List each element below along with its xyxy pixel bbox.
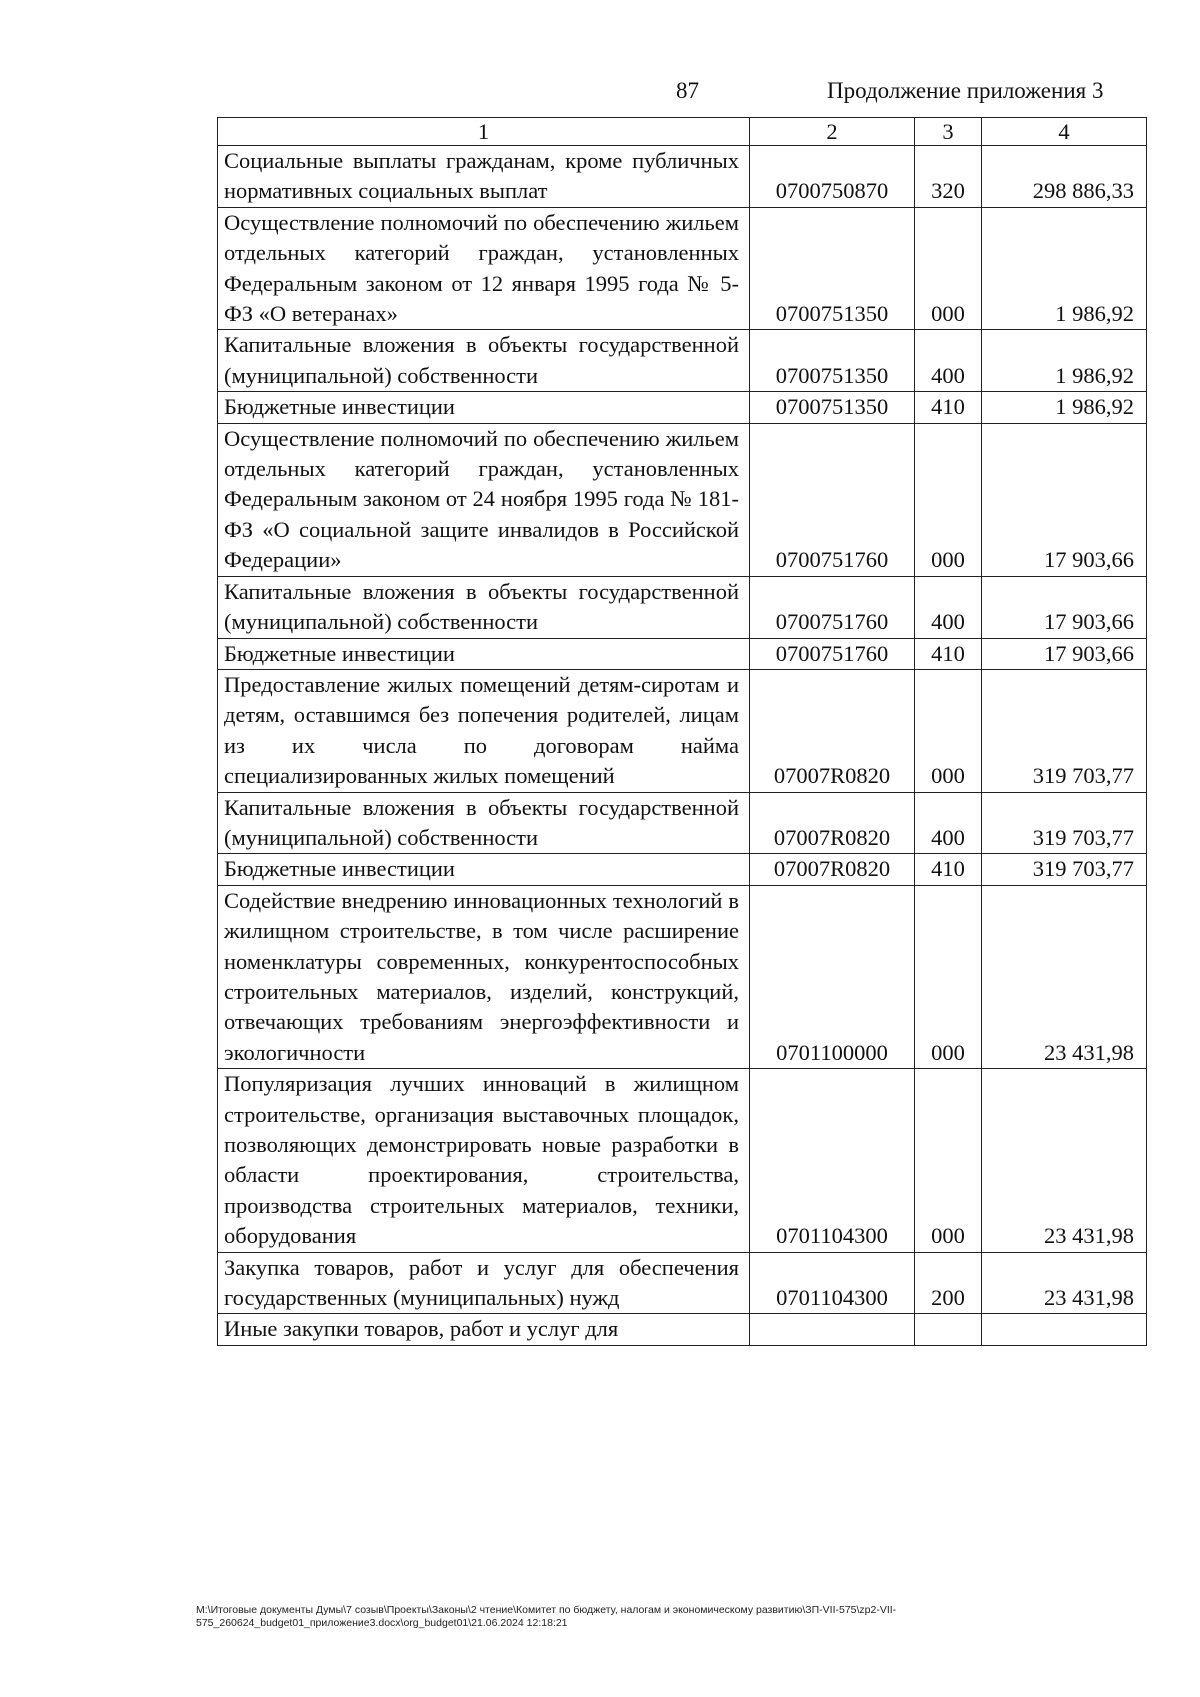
row-vr-cell: 000	[915, 669, 982, 792]
row-code-cell: 0700751350	[750, 392, 915, 423]
row-sum-cell: 1 986,92	[982, 392, 1147, 423]
row-code-cell: 0701104300	[750, 1252, 915, 1314]
row-name-cell: Осуществление полномочий по обеспечению жильем отдельных категорий граждан, установленных Федеральным законом от 24 ноября 1995 года № 181-ФЗ «О социальной защите инвалидов в Российской Федерации»	[218, 423, 750, 576]
row-name-cell: Закупка товаров, работ и услуг для обеспечения государственных (муниципальных) нужд	[218, 1252, 750, 1314]
row-vr-cell: 400	[915, 576, 982, 638]
row-vr-cell: 000	[915, 885, 982, 1068]
table-header-row	[218, 118, 1147, 146]
row-name-cell: Иные закупки товаров, работ и услуг для	[218, 1314, 750, 1345]
row-name-cell: Осуществление полномочий по обеспечению жильем отдельных категорий граждан, установленных Федеральным законом от 12 января 1995 года № 5-ФЗ «О ветеранах»	[218, 207, 750, 330]
table-row	[218, 669, 1147, 792]
column-header: 3	[915, 118, 982, 146]
row-code-cell: 0700751760	[750, 576, 915, 638]
table-row	[218, 885, 1147, 1068]
table-row	[218, 854, 1147, 885]
row-vr-cell: 400	[915, 330, 982, 392]
row-sum-cell: 23 431,98	[982, 885, 1147, 1068]
row-sum-cell: 17 903,66	[982, 576, 1147, 638]
row-code-cell: 0700750870	[750, 146, 915, 208]
row-code-cell	[750, 1314, 915, 1345]
row-vr-cell: 320	[915, 146, 982, 208]
document-path-footer: M:\Итоговые документы Думы\7 созыв\Проекты\Законы\2 чтение\Комитет по бюджету, налогам и экономическому развитию\ЗП-VII-575\zp2-VII-575_260624_budget01_приложение3.docx\org_budget01\21.06.2024 12:18:21	[196, 1604, 897, 1629]
row-name-cell: Содействие внедрению инновационных технологий в жилищном строительстве, в том числе расширение номенклатуры современных, конкурентоспособных строительных материалов, изделий, конструкций, отвечающих требованиям энергоэффективности и экологичности	[218, 885, 750, 1068]
row-sum-cell: 319 703,77	[982, 669, 1147, 792]
row-code-cell: 0700751350	[750, 330, 915, 392]
table-row	[218, 423, 1147, 576]
row-code-cell: 0700751760	[750, 423, 915, 576]
row-name-cell: Бюджетные инвестиции	[218, 392, 750, 423]
row-sum-cell: 1 986,92	[982, 207, 1147, 330]
row-name-cell: Капитальные вложения в объекты государственной (муниципальной) собственности	[218, 576, 750, 638]
table-row	[218, 1069, 1147, 1252]
row-sum-cell: 17 903,66	[982, 638, 1147, 669]
row-vr-cell: 410	[915, 392, 982, 423]
row-code-cell: 0701104300	[750, 1069, 915, 1252]
table-row	[218, 1314, 1147, 1345]
column-header: 4	[982, 118, 1147, 146]
row-name-cell: Капитальные вложения в объекты государственной (муниципальной) собственности	[218, 330, 750, 392]
row-code-cell: 0700751350	[750, 207, 915, 330]
row-name-cell: Бюджетные инвестиции	[218, 854, 750, 885]
row-sum-cell: 17 903,66	[982, 423, 1147, 576]
row-code-cell: 07007R0820	[750, 669, 915, 792]
column-header: 1	[218, 118, 750, 146]
table-row	[218, 392, 1147, 423]
row-name-cell: Капитальные вложения в объекты государственной (муниципальной) собственности	[218, 792, 750, 854]
row-name-cell: Социальные выплаты гражданам, кроме публичных нормативных социальных выплат	[218, 146, 750, 208]
table-row	[218, 1252, 1147, 1314]
row-sum-cell: 319 703,77	[982, 854, 1147, 885]
table-row	[218, 146, 1147, 208]
row-code-cell: 07007R0820	[750, 792, 915, 854]
row-sum-cell: 1 986,92	[982, 330, 1147, 392]
table-row	[218, 638, 1147, 669]
budget-table	[217, 117, 1147, 1346]
row-vr-cell	[915, 1314, 982, 1345]
row-code-cell: 07007R0820	[750, 854, 915, 885]
row-name-cell: Популяризация лучших инноваций в жилищном строительстве, организация выставочных площадок, позволяющих демонстрировать новые разработки в области проектирования, строительства, производства строительных материалов, техники, оборудования	[218, 1069, 750, 1252]
row-code-cell: 0700751760	[750, 638, 915, 669]
row-sum-cell	[982, 1314, 1147, 1345]
table-row	[218, 576, 1147, 638]
row-sum-cell: 298 886,33	[982, 146, 1147, 208]
row-vr-cell: 200	[915, 1252, 982, 1314]
row-name-cell: Предоставление жилых помещений детям-сиротам и детям, оставшимся без попечения родителей, лицам из их числа по договорам найма специализированных жилых помещений	[218, 669, 750, 792]
row-sum-cell: 23 431,98	[982, 1069, 1147, 1252]
column-header: 2	[750, 118, 915, 146]
table-row	[218, 792, 1147, 854]
continuation-label: Продолжение приложения 3	[827, 78, 1104, 103]
row-vr-cell: 000	[915, 207, 982, 330]
row-vr-cell: 000	[915, 423, 982, 576]
row-code-cell: 0701100000	[750, 885, 915, 1068]
row-vr-cell: 410	[915, 638, 982, 669]
row-vr-cell: 410	[915, 854, 982, 885]
table-row	[218, 207, 1147, 330]
row-name-cell: Бюджетные инвестиции	[218, 638, 750, 669]
row-vr-cell: 000	[915, 1069, 982, 1252]
page-number: 87	[676, 78, 699, 103]
row-vr-cell: 400	[915, 792, 982, 854]
table-row	[218, 330, 1147, 392]
row-sum-cell: 23 431,98	[982, 1252, 1147, 1314]
row-sum-cell: 319 703,77	[982, 792, 1147, 854]
